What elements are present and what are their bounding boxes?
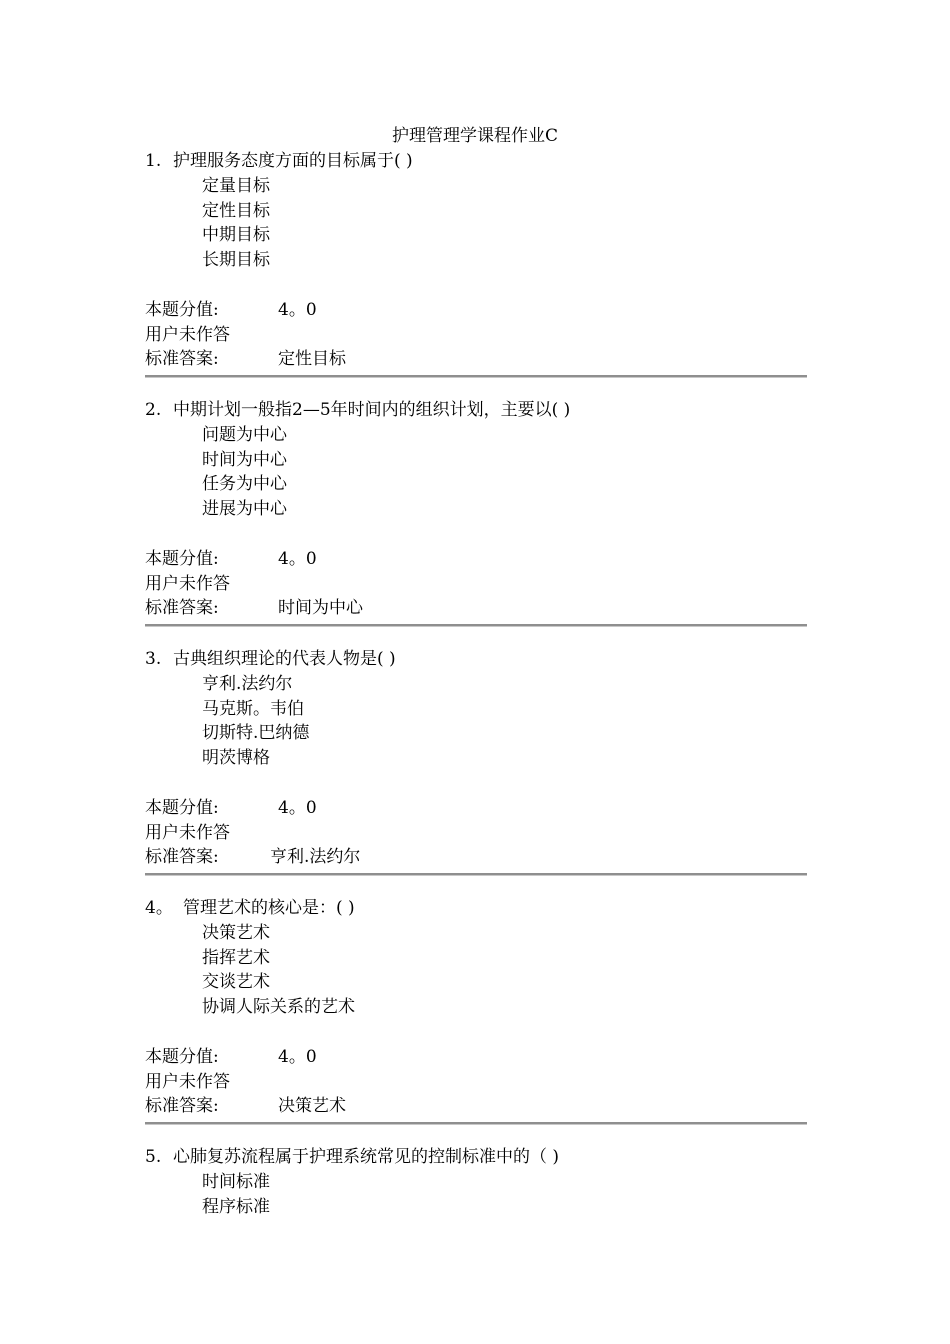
question-2 [145,398,807,621]
answer-value: 定性目标 [278,349,346,370]
question-number: 2. [145,400,162,420]
answer-value: 时间为中心 [278,598,363,619]
question-text: 护理服务态度方面的目标属于( ) [173,151,413,171]
question-number: 1. [145,151,162,171]
divider [145,375,807,378]
unanswered-status: 用户未作答 [145,822,230,843]
document-title: 护理管理学课程作业C [391,126,558,146]
option-c: 中期目标 [202,225,270,246]
question-stem [145,149,807,174]
option-d: 明茨博格 [202,748,270,769]
option-a: 亨利.法约尔 [202,673,293,694]
score-row [145,547,807,572]
option-a: 决策艺术 [202,922,270,943]
question-stem [145,1145,807,1170]
unanswered-status: 用户未作答 [145,324,230,345]
score-row [145,1045,807,1070]
divider [145,624,807,627]
score-row [145,298,807,323]
option-b: 程序标准 [202,1196,270,1217]
option-d: 长期目标 [202,250,270,271]
unanswered-status: 用户未作答 [145,573,230,594]
score-label: 本题分值: [145,797,219,818]
score-value: 4。0 [278,548,317,569]
option-b: 定性目标 [202,200,270,221]
question-number: 5. [145,1147,162,1167]
question-5 [145,1145,807,1219]
answer-label: 标准答案: [145,847,219,868]
option-a: 时间标准 [202,1171,270,1192]
answer-row [145,1094,807,1119]
answer-row [145,596,807,621]
score-value: 4。0 [278,797,317,818]
answer-row [145,845,807,870]
unanswered-status: 用户未作答 [145,1071,230,1092]
option-c: 任务为中心 [202,474,287,495]
answer-value: 亨利.法约尔 [270,847,361,868]
question-number: 3. [145,649,162,669]
option-c: 交谈艺术 [202,972,270,993]
answer-label: 标准答案: [145,1096,219,1117]
score-value: 4。0 [278,299,317,320]
answer-label: 标准答案: [145,598,219,619]
question-stem [145,896,807,921]
option-b: 时间为中心 [202,449,287,470]
question-3 [145,647,807,870]
divider [145,873,807,876]
score-label: 本题分值: [145,1046,219,1067]
answer-value: 决策艺术 [278,1096,346,1117]
answer-label: 标准答案: [145,349,219,370]
answer-row [145,347,807,372]
option-c: 切斯特.巴纳德 [202,723,310,744]
score-label: 本题分值: [145,299,219,320]
question-number: 4。 [145,898,173,918]
option-d: 进展为中心 [202,499,287,520]
question-text: 中期计划一般指2—5年时间内的组织计划，主要以( ) [173,400,571,420]
question-text: 管理艺术的核心是：( ) [183,898,355,918]
score-value: 4。0 [278,1046,317,1067]
divider [145,1122,807,1125]
question-stem [145,647,807,672]
score-row [145,796,807,821]
question-1 [145,149,807,372]
question-stem [145,398,807,423]
question-text: 古典组织理论的代表人物是( ) [173,649,396,669]
question-text: 心肺复苏流程属于护理系统常见的控制标准中的（ ) [173,1147,560,1167]
option-d: 协调人际关系的艺术 [202,997,355,1018]
option-a: 问题为中心 [202,424,287,445]
score-label: 本题分值: [145,548,219,569]
option-b: 马克斯。韦伯 [202,698,304,719]
question-4 [145,896,807,1119]
option-a: 定量目标 [202,175,270,196]
option-b: 指挥艺术 [202,947,270,968]
